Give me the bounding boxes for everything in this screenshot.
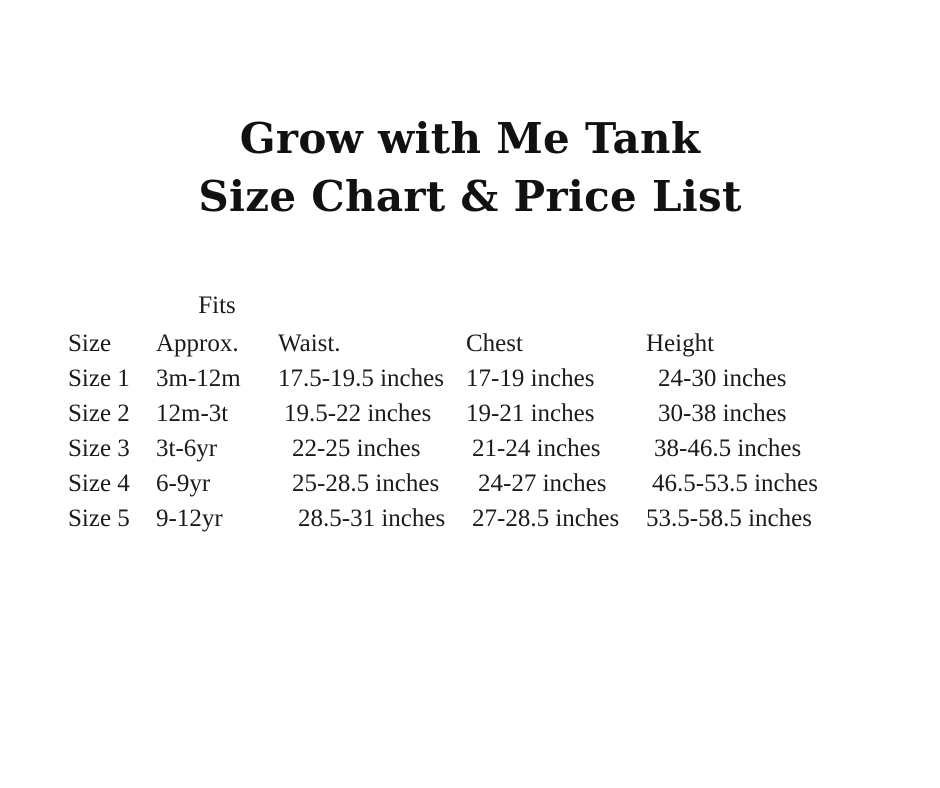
- cell-approx: 3m-12m: [156, 365, 241, 392]
- cell-waist: 17.5-19.5 inches: [278, 365, 444, 392]
- header-approx: Approx.: [156, 330, 239, 357]
- size-chart-table-wrapper: [68, 288, 888, 536]
- cell-height: 30-38 inches: [658, 400, 787, 427]
- table-row: [68, 501, 846, 536]
- fits-label-spacer: [68, 288, 156, 326]
- fits-label-row: [68, 288, 846, 326]
- cell-approx: 12m-3t: [156, 400, 229, 427]
- fits-label-spacer-4: [646, 288, 846, 326]
- title-line-2: Size Chart & Price List: [198, 172, 742, 221]
- cell-height: 46.5-53.5 inches: [652, 470, 818, 497]
- cell-approx: 3t-6yr: [156, 435, 218, 462]
- cell-waist: 28.5-31 inches: [298, 505, 446, 532]
- table-row: [68, 466, 846, 501]
- cell-size: Size 1: [68, 365, 130, 392]
- table-header-row: [68, 326, 846, 361]
- document-title: [0, 110, 940, 226]
- cell-size: Size 2: [68, 400, 130, 427]
- cell-waist: 25-28.5 inches: [292, 470, 440, 497]
- size-chart-table: [68, 288, 846, 536]
- header-waist: Waist.: [278, 330, 341, 357]
- title-line-1: Grow with Me Tank: [239, 114, 701, 163]
- cell-size: Size 3: [68, 435, 130, 462]
- cell-height: 24-30 inches: [658, 365, 787, 392]
- header-height: Height: [646, 330, 715, 357]
- fits-label-spacer-2: [278, 288, 466, 326]
- cell-chest: 17-19 inches: [466, 365, 595, 392]
- table-row: [68, 431, 846, 466]
- cell-approx: 9-12yr: [156, 505, 223, 532]
- cell-approx: 6-9yr: [156, 470, 211, 497]
- cell-height: 38-46.5 inches: [654, 435, 802, 462]
- cell-chest: 19-21 inches: [466, 400, 595, 427]
- header-size: Size: [68, 330, 112, 357]
- table-row: [68, 396, 846, 431]
- cell-chest: 21-24 inches: [472, 435, 601, 462]
- cell-size: Size 5: [68, 505, 130, 532]
- cell-chest: 27-28.5 inches: [472, 505, 620, 532]
- cell-height: 53.5-58.5 inches: [646, 505, 812, 532]
- table-row: [68, 361, 846, 396]
- cell-size: Size 4: [68, 470, 130, 497]
- cell-chest: 24-27 inches: [478, 470, 607, 497]
- cell-waist: 19.5-22 inches: [284, 400, 432, 427]
- cell-waist: 22-25 inches: [292, 435, 421, 462]
- header-chest: Chest: [466, 330, 523, 357]
- fits-label: Fits: [198, 292, 236, 319]
- fits-label-spacer-3: [466, 288, 646, 326]
